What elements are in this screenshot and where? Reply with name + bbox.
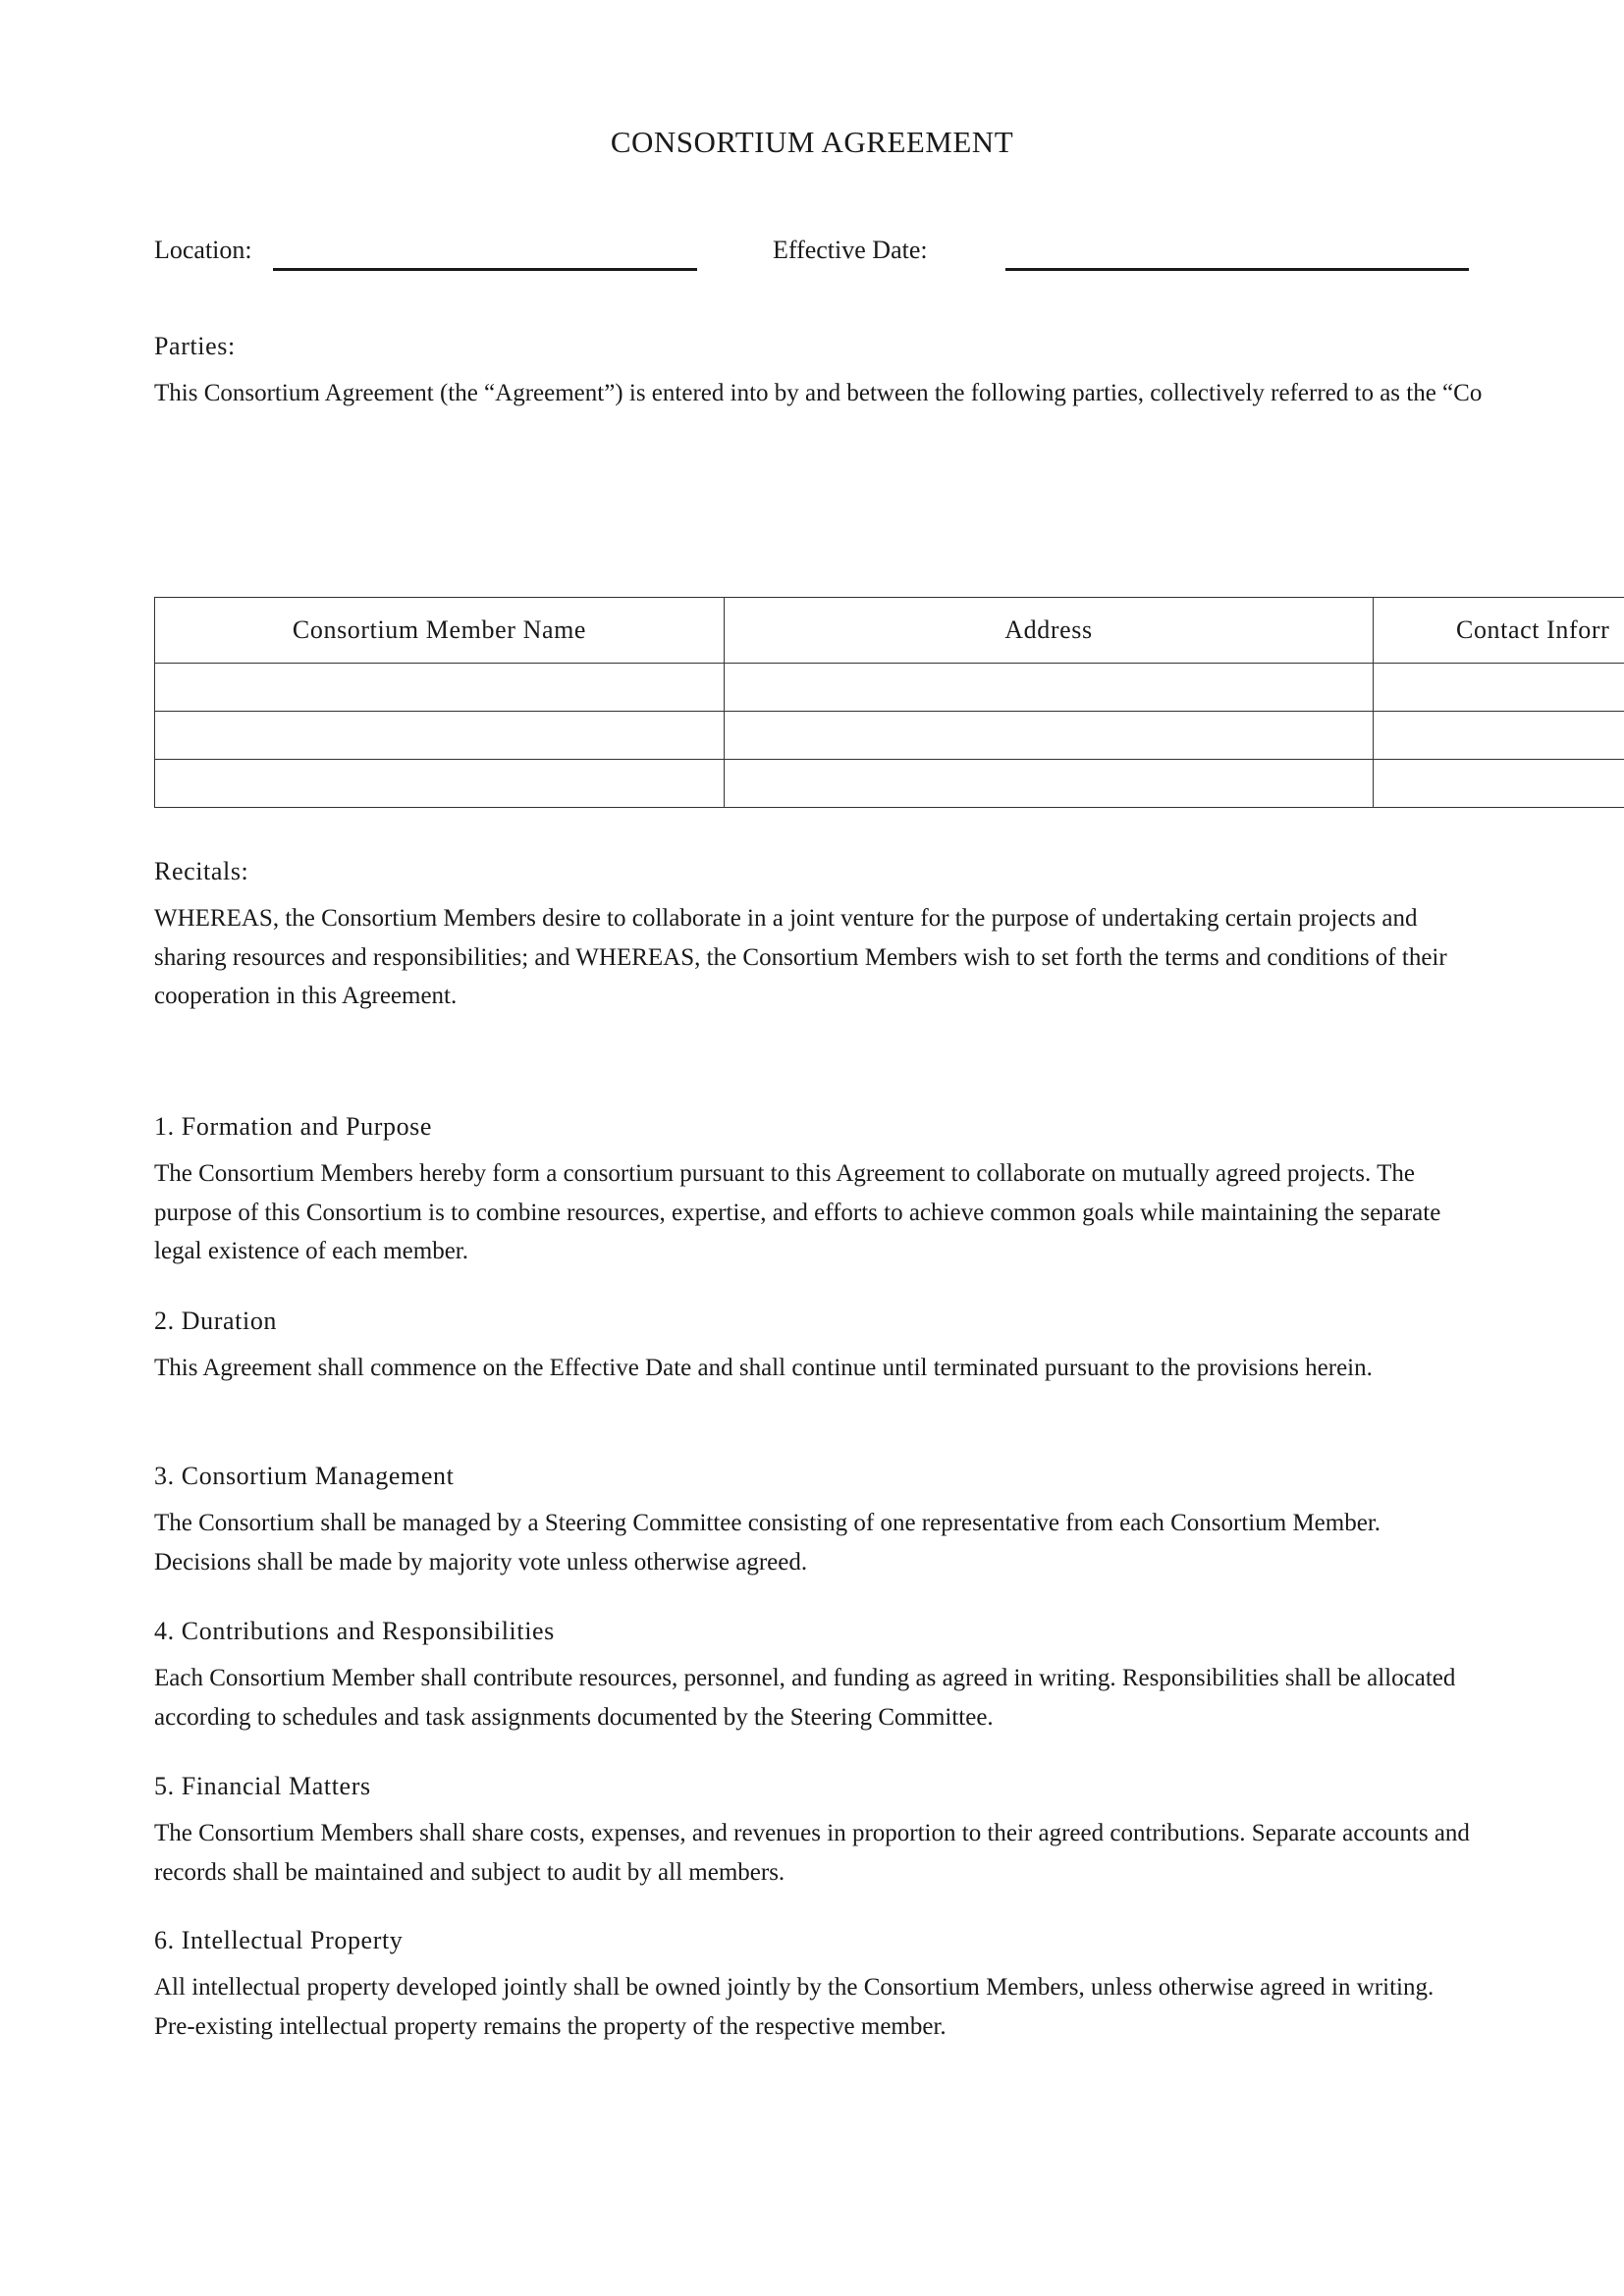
table-row bbox=[155, 760, 1624, 808]
parties-text: This Consortium Agreement (the “Agreement”) is entered into by and between the following parties, collectively referred to as the “Co bbox=[154, 380, 1483, 406]
location-field[interactable] bbox=[273, 268, 697, 271]
section-2-text: This Agreement shall commence on the Effective Date and shall continue until terminated pursuant to the provisions herein. bbox=[154, 1355, 1373, 1381]
header-fields bbox=[154, 236, 1529, 275]
section-4-heading: 4. Contributions and Responsibilities bbox=[154, 1617, 555, 1645]
section-5-heading: 5. Financial Matters bbox=[154, 1772, 371, 1800]
section-3-text: The Consortium shall be managed by a Steering Committee consisting of one representative from each Consortium Member. Decisions shall be made by majority vote unless otherwise agreed. bbox=[154, 1510, 1381, 1575]
header-address: Address bbox=[725, 598, 1374, 664]
recitals-text: WHEREAS, the Consortium Members desire to collaborate in a joint venture for the purpose of undertaking certain projects and sharing resources and responsibilities; and WHEREAS, the Consortium Members wish to set forth the terms and conditions of their cooperation in this Agreement. bbox=[154, 905, 1447, 1009]
section-1-text: The Consortium Members hereby form a consortium pursuant to this Agreement to collaborate on mutually agreed projects. The purpose of this Consortium is to combine resources, expertise, and efforts to achieve common goals while maintaining the separate legal existence of each member. bbox=[154, 1160, 1441, 1264]
consortium-members-table bbox=[154, 597, 1624, 808]
header-member-name: Consortium Member Name bbox=[155, 598, 725, 664]
section-6-text: All intellectual property developed jointly shall be owned jointly by the Consortium Members, unless otherwise agreed in writing. Pre-existing intellectual property remains the property of the respective member. bbox=[154, 1974, 1435, 2040]
contact-cell[interactable] bbox=[1374, 760, 1624, 808]
location-label: Location: bbox=[154, 236, 252, 264]
contact-cell[interactable] bbox=[1374, 712, 1624, 760]
section-1-heading: 1. Formation and Purpose bbox=[154, 1112, 433, 1141]
effective-date-label: Effective Date: bbox=[773, 236, 928, 264]
address-cell[interactable] bbox=[725, 712, 1374, 760]
parties-heading: Parties: bbox=[154, 332, 236, 360]
header-contact-information: Contact Inforr bbox=[1374, 598, 1624, 664]
section-2-heading: 2. Duration bbox=[154, 1307, 278, 1335]
address-cell[interactable] bbox=[725, 664, 1374, 712]
document-title: CONSORTIUM AGREEMENT bbox=[610, 125, 1014, 159]
recitals-heading: Recitals: bbox=[154, 857, 249, 885]
member-name-cell[interactable] bbox=[155, 712, 725, 760]
table-header-row bbox=[155, 598, 1624, 664]
contact-cell[interactable] bbox=[1374, 664, 1624, 712]
section-5-text: The Consortium Members shall share costs, expenses, and revenues in proportion to their agreed contributions. Separate accounts and records shall be maintained and subject to audit by all members. bbox=[154, 1820, 1470, 1886]
section-3-heading: 3. Consortium Management bbox=[154, 1462, 455, 1490]
member-name-cell[interactable] bbox=[155, 760, 725, 808]
table-row bbox=[155, 664, 1624, 712]
section-6-heading: 6. Intellectual Property bbox=[154, 1926, 404, 1954]
member-name-cell[interactable] bbox=[155, 664, 725, 712]
section-4-text: Each Consortium Member shall contribute resources, personnel, and funding as agreed in writing. Responsibilities shall be allocated according to schedules and task assignments documented by the Steering Committee. bbox=[154, 1665, 1456, 1731]
address-cell[interactable] bbox=[725, 760, 1374, 808]
effective-date-field[interactable] bbox=[1005, 268, 1469, 271]
table-row bbox=[155, 712, 1624, 760]
